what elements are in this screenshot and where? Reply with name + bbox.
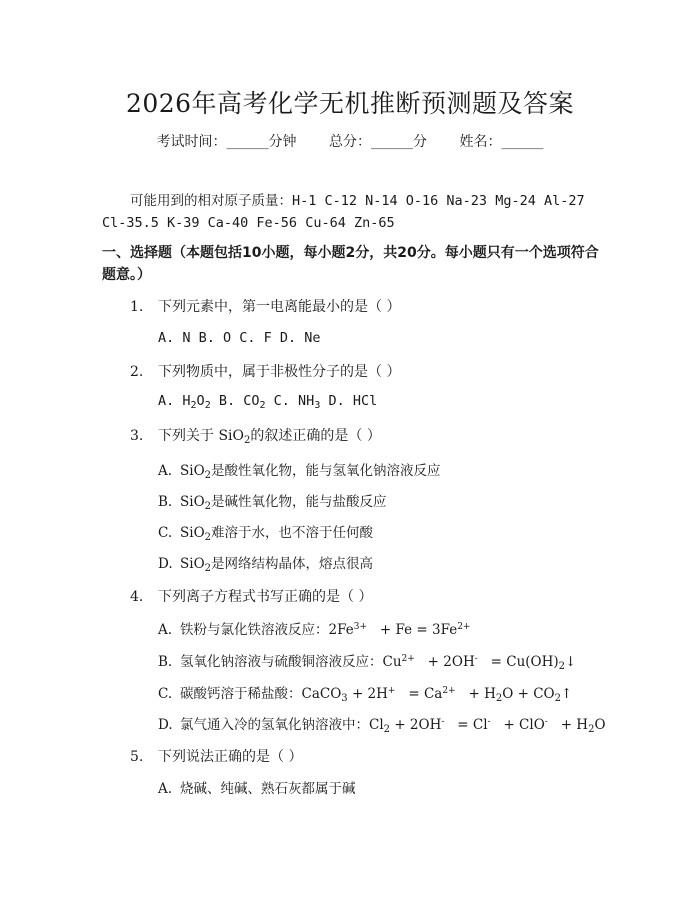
option-text: 是网络结构晶体，熔点很高 (211, 556, 374, 572)
question-number: 2. (130, 364, 144, 380)
question-3-option-d: D. SiO$_2$是网络结构晶体，熔点很高 (158, 556, 374, 574)
question-number: 3. (130, 428, 144, 444)
exam-info (0, 131, 700, 151)
question-5 (130, 746, 302, 766)
question-number: 4. (130, 589, 144, 605)
question-3-option-b: B. SiO$_2$是碱性氧化物，能与盐酸反应 (158, 494, 387, 512)
option-text: 氢氧化钠溶液与硫酸铜溶液反应： (180, 654, 383, 670)
question-4-option-a: A. 铁粉与氯化铁溶液反应：$2Fe^{3+} + Fe = 3Fe^{2+}$ (158, 622, 471, 638)
option-text: 铁粉与氯化铁溶液反应： (180, 622, 329, 638)
question-2-options: A. $H_2O_2$ B. $CO_2$ C. $NH_3$ D. HCl (158, 393, 378, 411)
question-4-option-b: B. 氢氧化钠溶液与硫酸铜溶液反应：$Cu^{2+} + 2OH^-$ = $Cu(OH)_2↓$ (158, 654, 577, 672)
question-number: 5. (130, 749, 144, 765)
section-heading: 一、选择题（本题包括10小题，每小题2分，共20分。每小题只有一个选项符合题意。） (102, 245, 599, 283)
question-3-option-c: C. SiO$_2$难溶于水，也不溶于任何酸 (158, 525, 374, 543)
question-text-pre: 下列关于 SiO (158, 428, 244, 444)
time-field: 考试时间：______分钟 (156, 134, 297, 150)
question-text: 下列离子方程式书写正确的是（ ） (158, 589, 373, 605)
question-text-post: 的叙述正确的是（ ） (250, 428, 381, 444)
question-number: 1. (130, 299, 144, 315)
option-text: 碳酸钙溶于稀盐酸： (180, 686, 302, 702)
option-text: 氯气通入冷的氢氧化钠溶液中： (180, 717, 369, 733)
question-1-options: A. N B. O C. F D. Ne (158, 330, 321, 346)
score-field: 总分：______分 (329, 134, 427, 150)
page-title: 2026年高考化学无机推断预测题及答案 (125, 89, 575, 118)
atomic-mass-values: H-1 C-12 N-14 O-16 Na-23 Mg-24 Al-27 Cl-35.5 K-39 Ca-40 Fe-56 Cu-64 Zn-65 (102, 193, 585, 231)
option-text: 是碱性氧化物，能与盐酸反应 (211, 494, 387, 510)
question-5-option-a: A. 烧碱、纯碱、熟石灰都属于碱 (158, 781, 356, 797)
question-4-option-c: C. 碳酸钙溶于稀盐酸：CaCO$_3$ + $2H^+ = Ca^{2+} + H_2O$ + $CO_2↑$ (158, 686, 573, 704)
option-text: 是酸性氧化物，能与氢氧化钠溶液反应 (211, 463, 441, 479)
question-3-option-a: A. SiO$_2$是酸性氧化物，能与氢氧化钠溶液反应 (158, 463, 441, 481)
question-text: 下列说法正确的是（ ） (158, 749, 303, 765)
atomic-mass-note (102, 190, 602, 234)
question-text: 下列物质中，属于非极性分子的是（ ） (158, 364, 401, 380)
question-4 (130, 586, 372, 606)
option-text: 烧碱、纯碱、熟石灰都属于碱 (180, 781, 356, 797)
question-3: 3. 下列关于 SiO$_2$的叙述正确的是（ ） (130, 428, 381, 446)
question-1 (130, 296, 400, 316)
question-4-option-d: D. 氯气通入冷的氢氧化钠溶液中：$Cl_2 + 2OH^- = Cl^- + ClO^- + H_2O$ (158, 717, 606, 735)
name-field: 姓名：______ (459, 134, 544, 150)
question-2 (130, 361, 400, 381)
atomic-mass-label: 可能用到的相对原子质量： (130, 193, 292, 209)
option-text: 难溶于水，也不溶于任何酸 (211, 525, 374, 541)
question-text: 下列元素中，第一电离能最小的是（ ） (158, 299, 401, 315)
